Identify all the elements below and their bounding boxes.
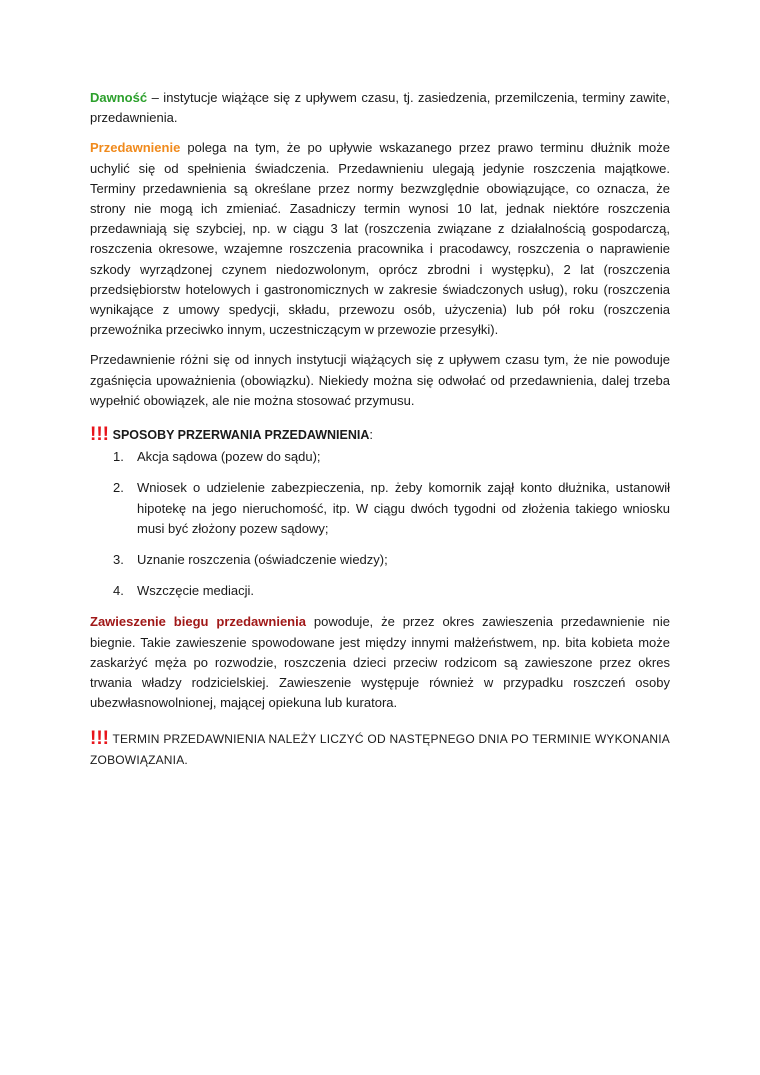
- term-przedawnienie: Przedawnienie: [90, 140, 181, 156]
- list-number: 2.: [113, 480, 124, 496]
- heading-colon: :: [369, 427, 373, 443]
- paragraph-przedawnienie: [90, 138, 670, 340]
- paragraph-roznice: [90, 350, 670, 411]
- list-item-text: Uznanie roszczenia (oświadczenie wiedzy);: [137, 552, 388, 568]
- paragraph-text: – instytucje wiążące się z upływem czasu, tj. zasiedzenia, przemilczenia, terminy zawite, przedawnienia.: [90, 90, 670, 126]
- list-item-text: Akcja sądowa (pozew do sądu);: [137, 449, 321, 465]
- exclamation-icon: !!!: [90, 728, 109, 750]
- paragraph-text: Przedawnienie różni się od innych instytucji wiążących się z upływem czasu tym, że nie powoduje zgaśnięcia upoważnienia (obowiązku). Niekiedy można się odwołać od przedawnienia, dalej trzeba wypełnić obowiązek, ale nie można stosować przymusu.: [90, 352, 670, 408]
- final-note: [90, 729, 670, 769]
- list-number: 4.: [113, 583, 124, 599]
- section-heading: [90, 425, 670, 445]
- document-page: [90, 88, 670, 780]
- list-item-text: Wniosek o udzielenie zabezpieczenia, np. żeby komornik zajął konto dłużnika, ustanowił hipotekę na jego nieruchomość, itp. W ciągu dwóch tygodni od złożenia takiego wniosku musi być złożony pozew sądowy;: [137, 480, 670, 536]
- list-item: [90, 478, 670, 539]
- paragraph-zawieszenie: [90, 612, 670, 713]
- list-number: 3.: [113, 552, 124, 568]
- final-note-text: TERMIN PRZEDAWNIENIA NALEŻY LICZYĆ OD NASTĘPNEGO DNIA PO TERMINIE WYKONANIA ZOBOWIĄZANIA.: [90, 732, 670, 767]
- list-item: [90, 550, 670, 570]
- list-item: [90, 581, 670, 601]
- paragraph-text: powoduje, że przez okres zawieszenia przedawnienie nie biegnie. Takie zawieszenie spowodowane jest między innymi małżeństwem, np. bita kobieta może zaskarżyć męża po rozwodzie, roszczenia dzieci przeciw rodzicom są zawieszone przez okres trwania władzy rodzicielskiej. Zawieszenie występuje również w przypadku roszczeń osoby ubezwłasnowolnionej, mającej opiekuna lub kuratora.: [90, 614, 670, 711]
- paragraph-dawnosc: [90, 88, 670, 128]
- term-zawieszenie: Zawieszenie biegu przedawnienia: [90, 614, 306, 630]
- section-heading-text: SPOSOBY PRZERWANIA PRZEDAWNIENIA: [112, 428, 370, 443]
- list-item-text: Wszczęcie mediacji.: [137, 583, 255, 599]
- list-item: [90, 447, 670, 467]
- term-dawnosc: Dawność: [90, 90, 148, 105]
- exclamation-icon: !!!: [90, 424, 109, 446]
- paragraph-text: polega na tym, że po upływie wskazanego przez prawo terminu dłużnik może uchylić się od spełnienia świadczenia. Przedawnieniu ulegają jedynie roszczenia majątkowe. Terminy przedawnienia są określane przez normy bezwzględnie obowiązujące, co oznacza, że strony nie mogą ich zmieniać. Zasadniczy termin wynosi 10 lat, jednak niektóre roszczenia przedawniają się szybciej, np. w ciągu 3 lat (roszczenia związane z działalnością gospodarczą, roszczenia okresowe, wzajemne roszczenia pracownika i pracodawcy, roszczenia o naprawienie szkody wyrządzonej czynem niedozwolonym, oprócz zbrodni i występku), 2 lat (roszczenia przedsiębiorstw hotelowych i gastronomicznych w zakresie świadczonych usług), roku (roszczenia wynikające z umowy spedycji, składu, przewozu osób, użyczenia) lub pół roku (roszczenia przewoźnika przeciwko innym, uczestniczącym w przewozie przesyłki).: [90, 140, 670, 338]
- list-number: 1.: [113, 449, 124, 465]
- interruption-list: [90, 447, 670, 601]
